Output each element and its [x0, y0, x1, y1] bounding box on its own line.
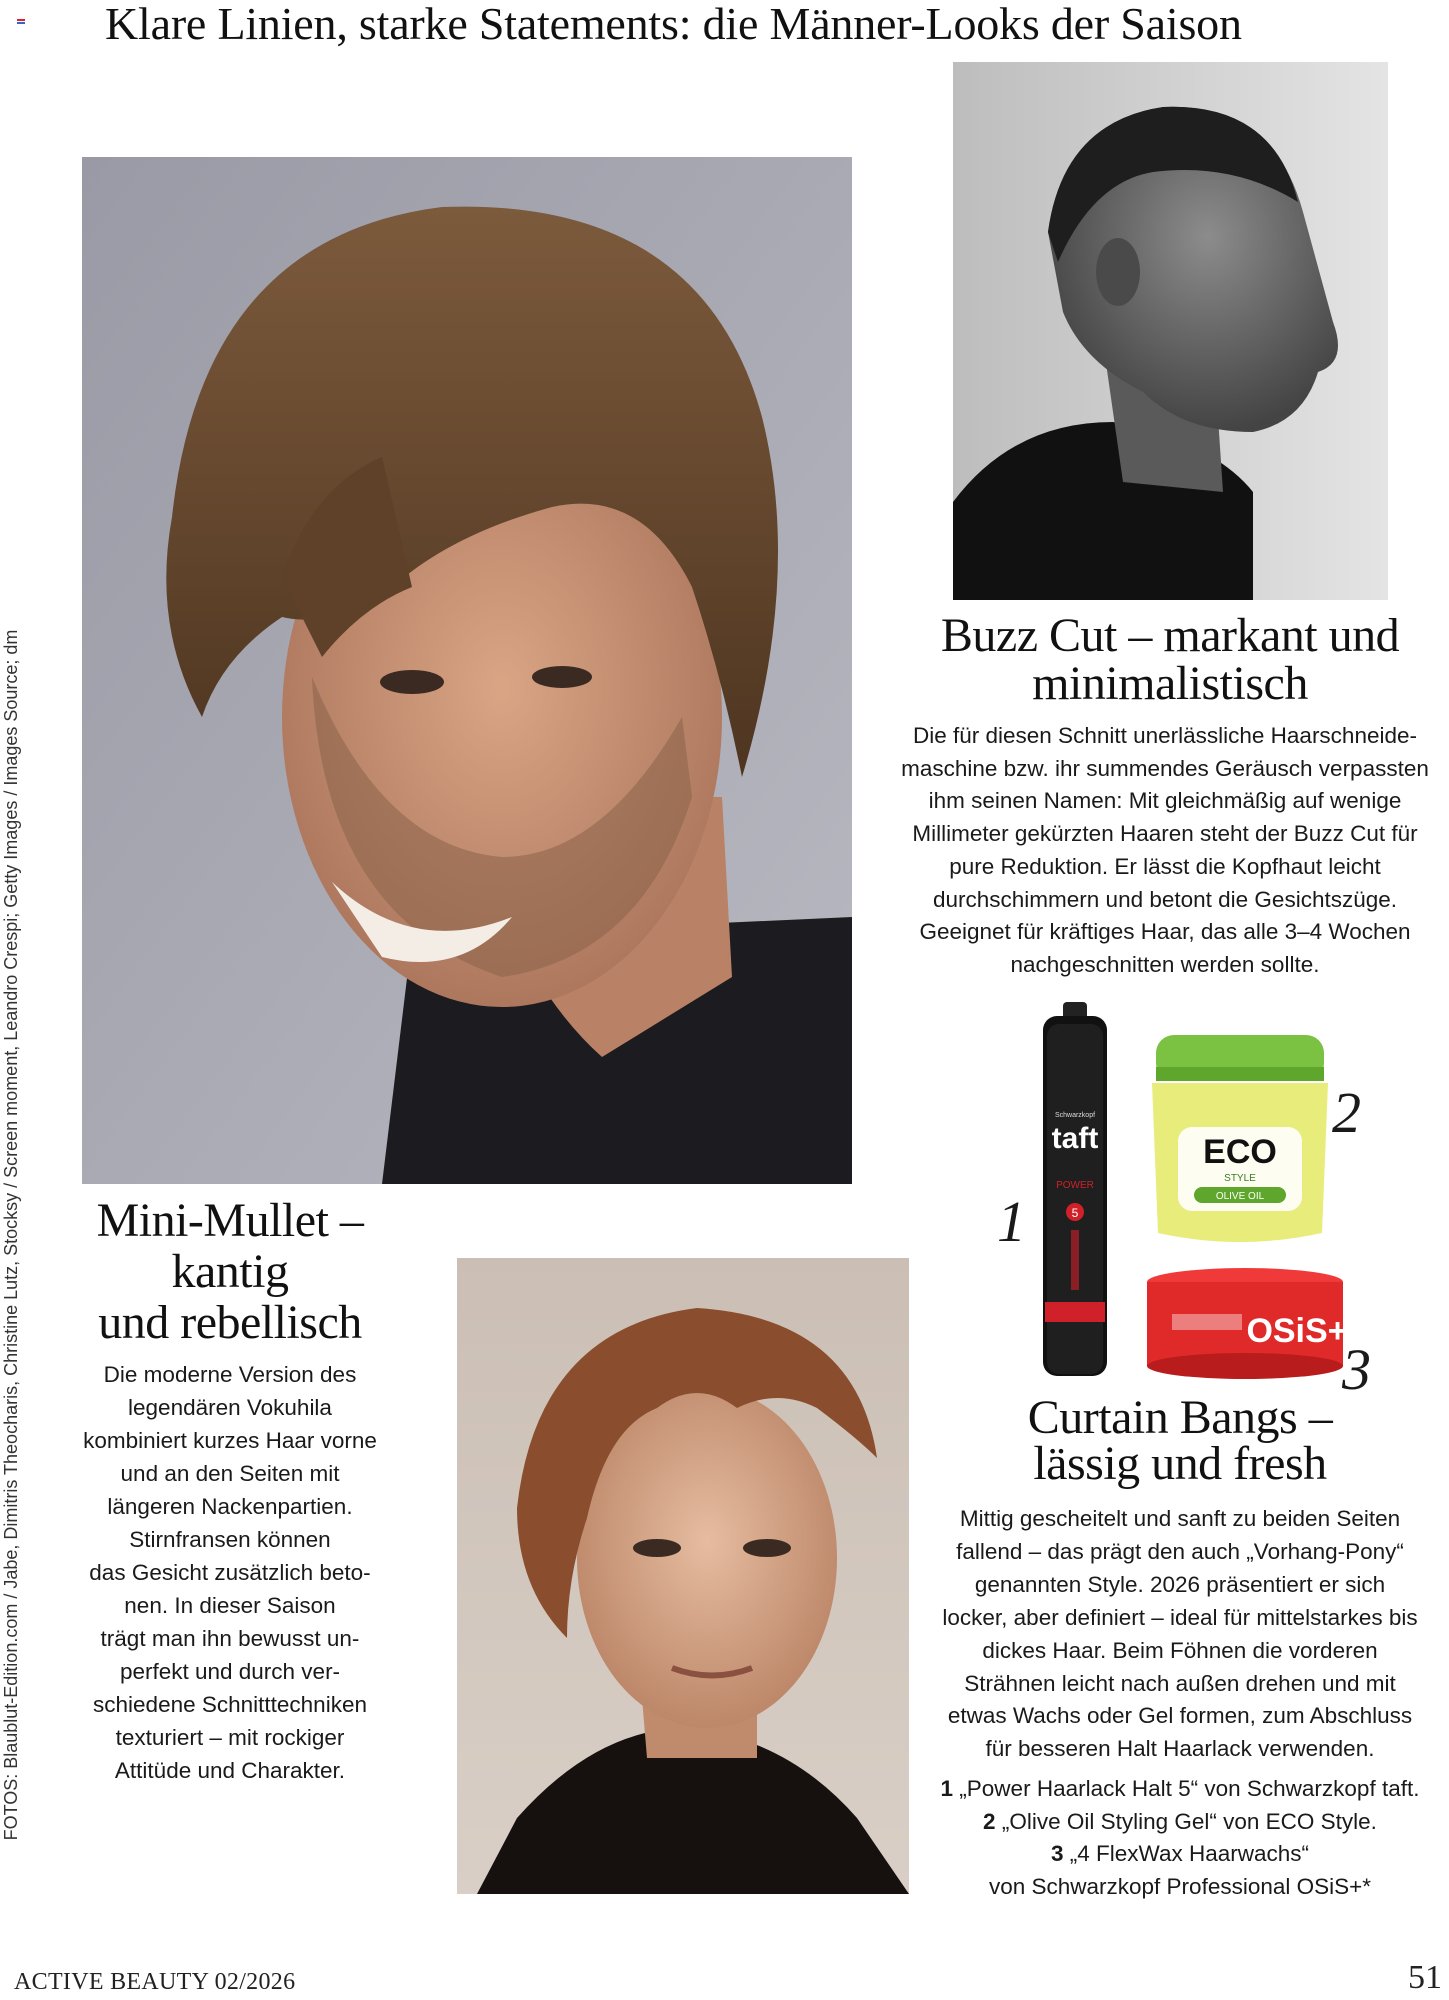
text-line: etwas Wachs oder Gel formen, zum Abschluss — [947, 1703, 1413, 1729]
text-line: längeren Nackenpartien. — [107, 1494, 353, 1519]
eco-styling-gel-product — [1148, 1035, 1332, 1247]
text-line: und an den Seiten mit — [120, 1461, 340, 1486]
text-line: texturiert – mit rockiger — [115, 1725, 345, 1750]
product-number-1: 1 — [997, 1189, 1026, 1254]
product-list — [900, 1773, 1449, 1904]
text-line: perfekt und durch ver- — [119, 1659, 341, 1684]
curtain-bangs-text — [900, 1503, 1449, 1766]
product-list-number: 1 — [940, 1776, 954, 1801]
text-line: Strähnen leicht nach außen drehen und mit — [964, 1670, 1396, 1696]
text-line: pure Reduktion. Er lässt die Kopfhaut leicht — [949, 853, 1381, 879]
curtain-bangs-title-line: lässig und fresh — [1033, 1437, 1327, 1490]
mini-mullet-text — [60, 1358, 400, 1787]
text-line: das Gesicht zusätzlich beto- — [89, 1560, 371, 1585]
buzz-cut-text — [880, 720, 1449, 982]
product-list-number: 3 — [1051, 1841, 1064, 1867]
mini-mullet-title-line: und rebellisch — [98, 1296, 362, 1349]
mini-mullet-title-line: kantig — [171, 1245, 289, 1298]
product-list-text: „4 FlexWax Haarwachs“ — [1069, 1841, 1309, 1867]
product-number-2: 2 — [1332, 1080, 1361, 1145]
taft-variant: POWER — [1056, 1180, 1094, 1191]
product-list-text: „Olive Oil Styling Gel“ von ECO Style. — [1001, 1808, 1377, 1834]
curtain-bangs-title-line: Curtain Bangs – — [1027, 1391, 1333, 1444]
product-number-3: 3 — [1342, 1337, 1371, 1402]
text-line: Mittig gescheitelt und sanft zu beiden Seiten — [959, 1506, 1401, 1531]
eco-brand: ECO — [1203, 1133, 1277, 1171]
product-list-item — [900, 1838, 1449, 1871]
buzz-cut-title-line: Buzz Cut – markant und — [940, 609, 1400, 662]
text-line: nen. In dieser Saison — [124, 1593, 336, 1618]
article-headline: Klare Linien, starke Statements: die Männer-Looks der Saison — [105, 0, 1242, 49]
text-line: schiedene Schnitttechniken — [93, 1692, 367, 1717]
buzz-cut-photo — [953, 62, 1388, 600]
magazine-issue: ACTIVE BEAUTY 02/2026 — [14, 1969, 296, 1995]
product-list-text: „Power Haarlack Halt 5“ von Schwarzkopf taft. — [959, 1776, 1420, 1801]
eco-sub: STYLE — [1224, 1173, 1256, 1184]
text-line: fallend – das prägt den auch „Vorhang-Pony“ — [956, 1538, 1404, 1564]
product-list-item — [900, 1806, 1449, 1839]
taft-hold: 5 — [1071, 1206, 1079, 1220]
eco-label: OLIVE OIL — [1215, 1191, 1265, 1202]
text-line: Die moderne Version des — [103, 1362, 357, 1387]
curtain-bangs-photo — [457, 1258, 909, 1894]
text-line: dickes Haar. Beim Föhnen die vorderen — [982, 1637, 1378, 1663]
corner-mark — [17, 19, 25, 25]
text-line: nachgeschnitten werden sollte. — [1010, 951, 1320, 977]
mini-mullet-photo — [82, 157, 852, 1184]
buzz-cut-title — [900, 609, 1440, 710]
product-list-extra: von Schwarzkopf Professional OSiS+* — [988, 1874, 1372, 1900]
text-line: ihm seinen Namen: Mit gleichmäßig auf wenige — [928, 788, 1402, 814]
text-line: Geeignet für kräftiges Haar, das alle 3–4 Wochen — [919, 919, 1411, 945]
taft-brand-small: Schwarzkopf — [1054, 1112, 1096, 1119]
text-line: Die für diesen Schnitt unerlässliche Haarschneide- — [912, 723, 1417, 748]
text-line: Attitüde und Charakter. — [114, 1758, 346, 1783]
photo-credit: FOTOS: Blaublut-Edition.com / Jabe, Dimitris Theocharis, Christine Lutz, Stocksy / Screen moment, Leandro Crespi; Getty Images / Images Source; dm — [1, 629, 21, 1841]
text-line: kombiniert kurzes Haar vorne — [83, 1428, 377, 1453]
buzz-cut-title-line: minimalistisch — [1032, 657, 1308, 710]
osis-brand: OSiS+ — [1246, 1312, 1348, 1350]
page-number: 51 — [1408, 1959, 1442, 1996]
curtain-bangs-title — [900, 1391, 1449, 1490]
text-line: locker, aber definiert – ideal für mittelstarkes bis — [942, 1604, 1418, 1630]
mini-mullet-title-line: Mini-Mullet – — [96, 1194, 364, 1247]
text-line: maschine bzw. ihr summendes Geräusch verpassten — [901, 755, 1429, 781]
text-line: trägt man ihn bewusst un- — [100, 1626, 360, 1651]
osis-flexwax-product — [1142, 1266, 1348, 1381]
product-list-number: 2 — [983, 1808, 996, 1834]
product-list-item — [900, 1773, 1449, 1806]
text-line: Stirnfransen können — [129, 1527, 331, 1552]
text-line: legendären Vokuhila — [128, 1395, 332, 1420]
text-line: genannten Style. 2026 präsentiert er sich — [974, 1571, 1386, 1597]
mini-mullet-title — [40, 1195, 420, 1348]
text-line: Millimeter gekürzten Haaren steht der Buzz Cut für — [912, 821, 1418, 847]
taft-brand: taft — [1051, 1122, 1099, 1155]
taft-hairspray-product — [1033, 1002, 1117, 1380]
text-line: durchschimmern und betont die Gesichtszüge. — [933, 886, 1397, 912]
text-line: für besseren Halt Haarlack verwenden. — [985, 1736, 1375, 1762]
